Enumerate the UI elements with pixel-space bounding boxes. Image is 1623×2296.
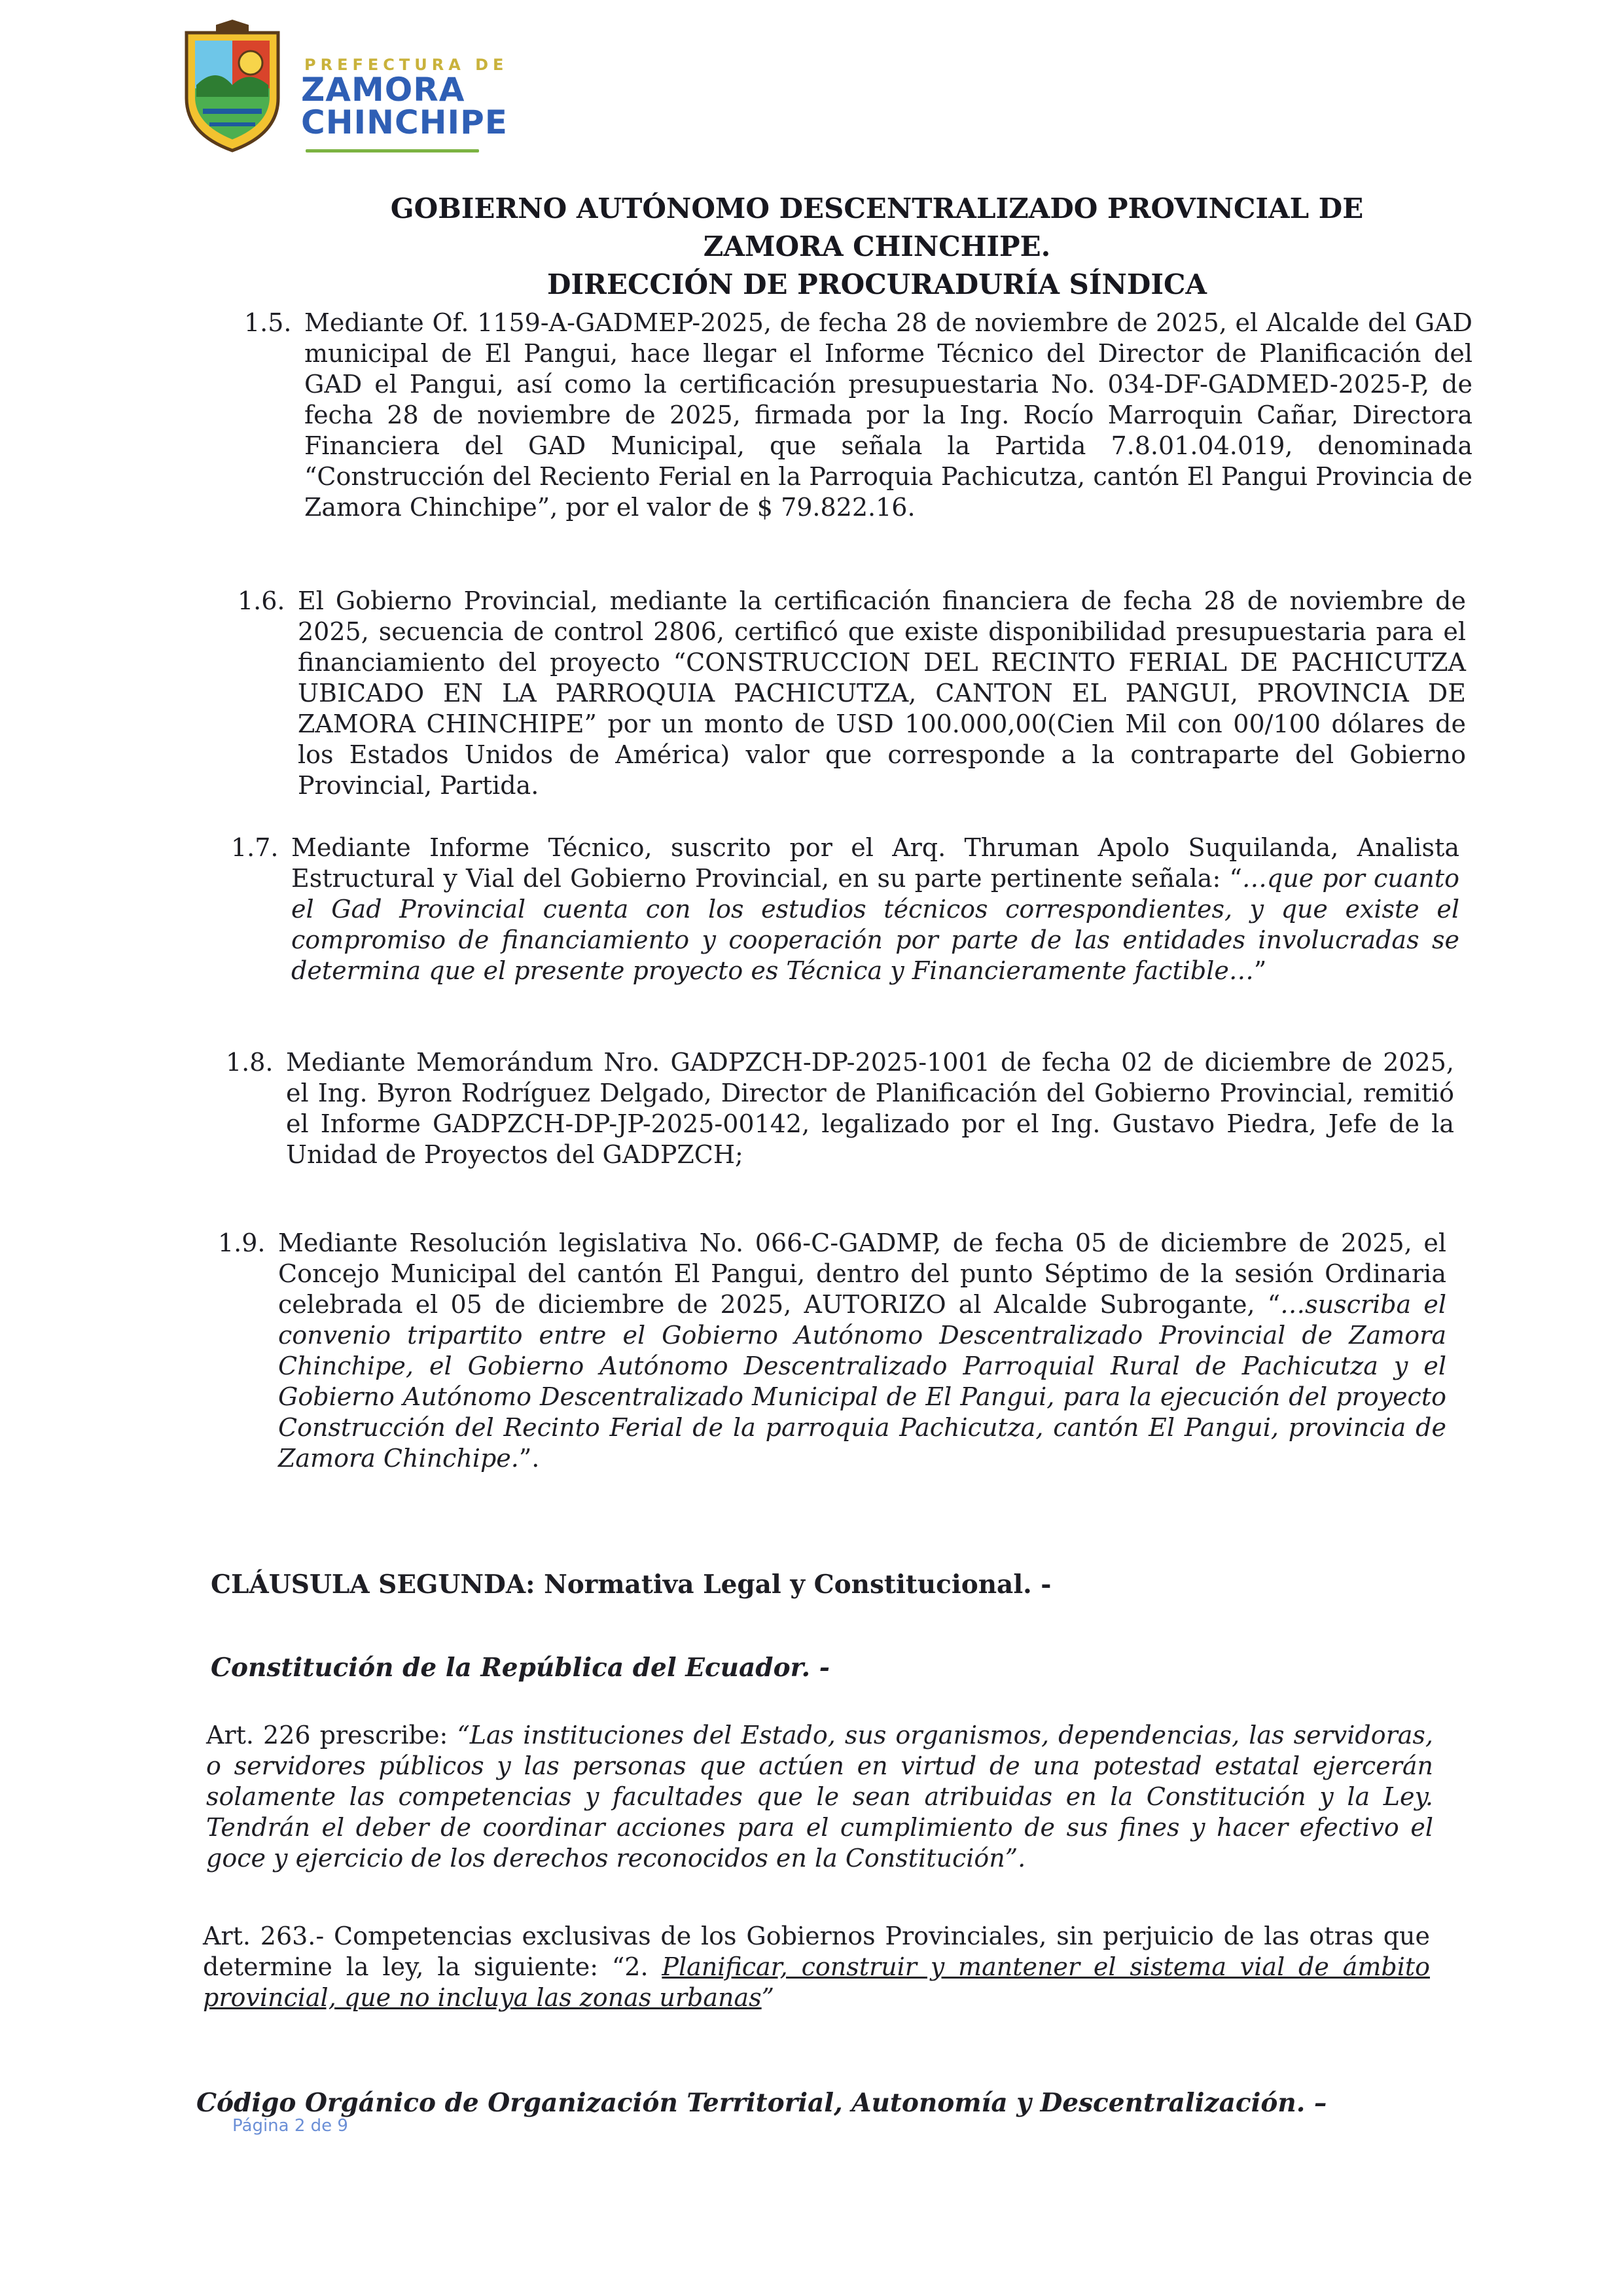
constitution-heading: Constitución de la República del Ecuador. - (211, 1653, 830, 1683)
item-number: 1.6. (238, 586, 285, 615)
item-number: 1.7. (231, 833, 279, 862)
article-quote: “Las instituciones del Estado, sus organismos, dependencias, las servidoras, o servidores públicos y las personas que actúen en virtud de una potestad estatal ejercerán solamente las competencias y facultades que le sean atribuidas en la Constitución y la Ley. Tendrán el deber de coordinar acciones para el cumplimiento de sus fines y hacer efectivo el goce y ejercicio de los derechos reconocidos en la Constitución”. (206, 1721, 1433, 1873)
item-quote: …suscriba el convenio tripartito entre el Gobierno Autónomo Descentralizado Provincial de Zamora Chinchipe, el Gobierno Autónomo Descentralizado Parroquial Rural de Pachicutza y el Gobierno Autónomo Descentralizado Municipal de El Pangui, para la ejecución del proyecto Construcción del Recinto Ferial de la parroquia Pachicutza, cantón El Pangui, provincia de Zamora Chinchipe. (278, 1290, 1446, 1473)
item-text (291, 833, 1459, 986)
item-text: El Gobierno Provincial, mediante la certificación financiera de fecha 28 de noviembre de 2025, secuencia de control 2806, certificó que existe disponibilidad presupuestaria para el financiamiento del proyecto “CONSTRUCCION DEL RECINTO FERIAL DE PACHICUTZA UBICADO EN LA PARROQUIA PACHICUTZA, CANTON EL PANGUI, PROVINCIA DE ZAMORA CHINCHIPE” por un monto de USD 100.000,00(Cien Mil con 00/100 dólares de los Estados Unidos de América) valor que corresponde a la contraparte del Gobierno Provincial, Partida. (298, 586, 1466, 800)
cootad-heading: Código Orgánico de Organización Territorial, Autonomía y Descentralización. – (196, 2088, 1327, 2118)
article-intro: Art. 226 prescribe: (206, 1721, 457, 1749)
item-1-6 (238, 586, 1466, 801)
document-heading (353, 190, 1400, 304)
item-1-7 (231, 833, 1460, 986)
item-text-close: ”. (518, 1444, 540, 1473)
logo-zamora-text: ZAMORA (301, 71, 465, 109)
logo-prefectura-text: PREFECTURA DE (304, 56, 508, 74)
item-1-8 (226, 1047, 1454, 1170)
article-226 (206, 1720, 1433, 1874)
clause-heading: CLÁUSULA SEGUNDA: Normativa Legal y Constitucional. - (211, 1570, 1052, 1600)
item-number: 1.9. (218, 1229, 266, 1257)
logo-underline (306, 149, 479, 152)
item-text-close: ” (1253, 956, 1267, 985)
article-quote: Planificar, construir y mantener el sistema vial de ámbito provincial, que no incluya las zonas urbanas (203, 1952, 1430, 2012)
coat-of-arms-icon (177, 20, 288, 157)
item-number: 1.8. (226, 1048, 274, 1077)
item-number: 1.5. (244, 308, 292, 337)
item-text-plain: Mediante Resolución legislativa No. 066-C-GADMP, de fecha 05 de diciembre de 2025, el Concejo Municipal del cantón El Pangui, dentro del punto Séptimo de la sesión Ordinaria celebrada el 05 de diciembre de 2025, AUTORIZO al Alcalde Subrogante, “ (278, 1229, 1446, 1319)
page-number: Página 2 de 9 (232, 2116, 348, 2136)
item-text: Mediante Memorándum Nro. GADPZCH-DP-2025-1001 de fecha 02 de diciembre de 2025, el Ing. Byron Rodríguez Delgado, Director de Planificación del Gobierno Provincial, remitió el Informe GADPZCH-DP-JP-2025-00142, legalizado por el Ing. Gustavo Piedra, Jefe de la Unidad de Proyectos del GADPZCH; (286, 1048, 1454, 1169)
heading-institution: GOBIERNO AUTÓNOMO DESCENTRALIZADO PROVINCIAL DE ZAMORA CHINCHIPE. (390, 192, 1364, 262)
item-text: Mediante Of. 1159-A-GADMEP-2025, de fecha 28 de noviembre de 2025, el Alcalde del GAD municipal de El Pangui, hace llegar el Informe Técnico del Director de Planificación del GAD el Pangui, así como la certificación presupuestaria No. 034-DF-GADMED-2025-P, de fecha 28 de noviembre de 2025, firmada por la Ing. Rocío Marroquin Cañar, Directora Financiera del GAD Municipal, que señala la Partida 7.8.01.04.019, denominada “Construcción del Reciento Ferial en la Parroquia Pachicutza, cantón El Pangui Provincia de Zamora Chinchipe”, por el valor de $ 79.822.16. (304, 308, 1472, 522)
item-text (278, 1228, 1446, 1474)
article-263 (203, 1921, 1430, 2013)
item-quote: …que por cuanto el Gad Provincial cuenta con los estudios técnicos correspondientes, y que existe el compromiso de financiamiento y cooperación por parte de las entidades involucradas se determina que el presente proyecto es Técnica y Financieramente factible… (291, 864, 1460, 985)
logo-chinchipe-text: CHINCHIPE (301, 103, 508, 141)
heading-department: DIRECCIÓN DE PROCURADURÍA SÍNDICA (546, 268, 1207, 300)
article-intro: Art. 263.- Competencias exclusivas de los Gobiernos Provinciales, sin perjuicio de las otras que determine la ley, la siguiente: “2. (203, 1922, 1430, 1981)
prefectura-logo (177, 20, 517, 157)
item-1-9 (218, 1228, 1446, 1474)
item-text-plain: Mediante Informe Técnico, suscrito por el Arq. Thruman Apolo Suquilanda, Analista Estructural y Vial del Gobierno Provincial, en su parte pertinente señala: “ (291, 833, 1459, 893)
item-1-5 (244, 308, 1472, 523)
article-quote-close: ” (761, 1983, 775, 2012)
